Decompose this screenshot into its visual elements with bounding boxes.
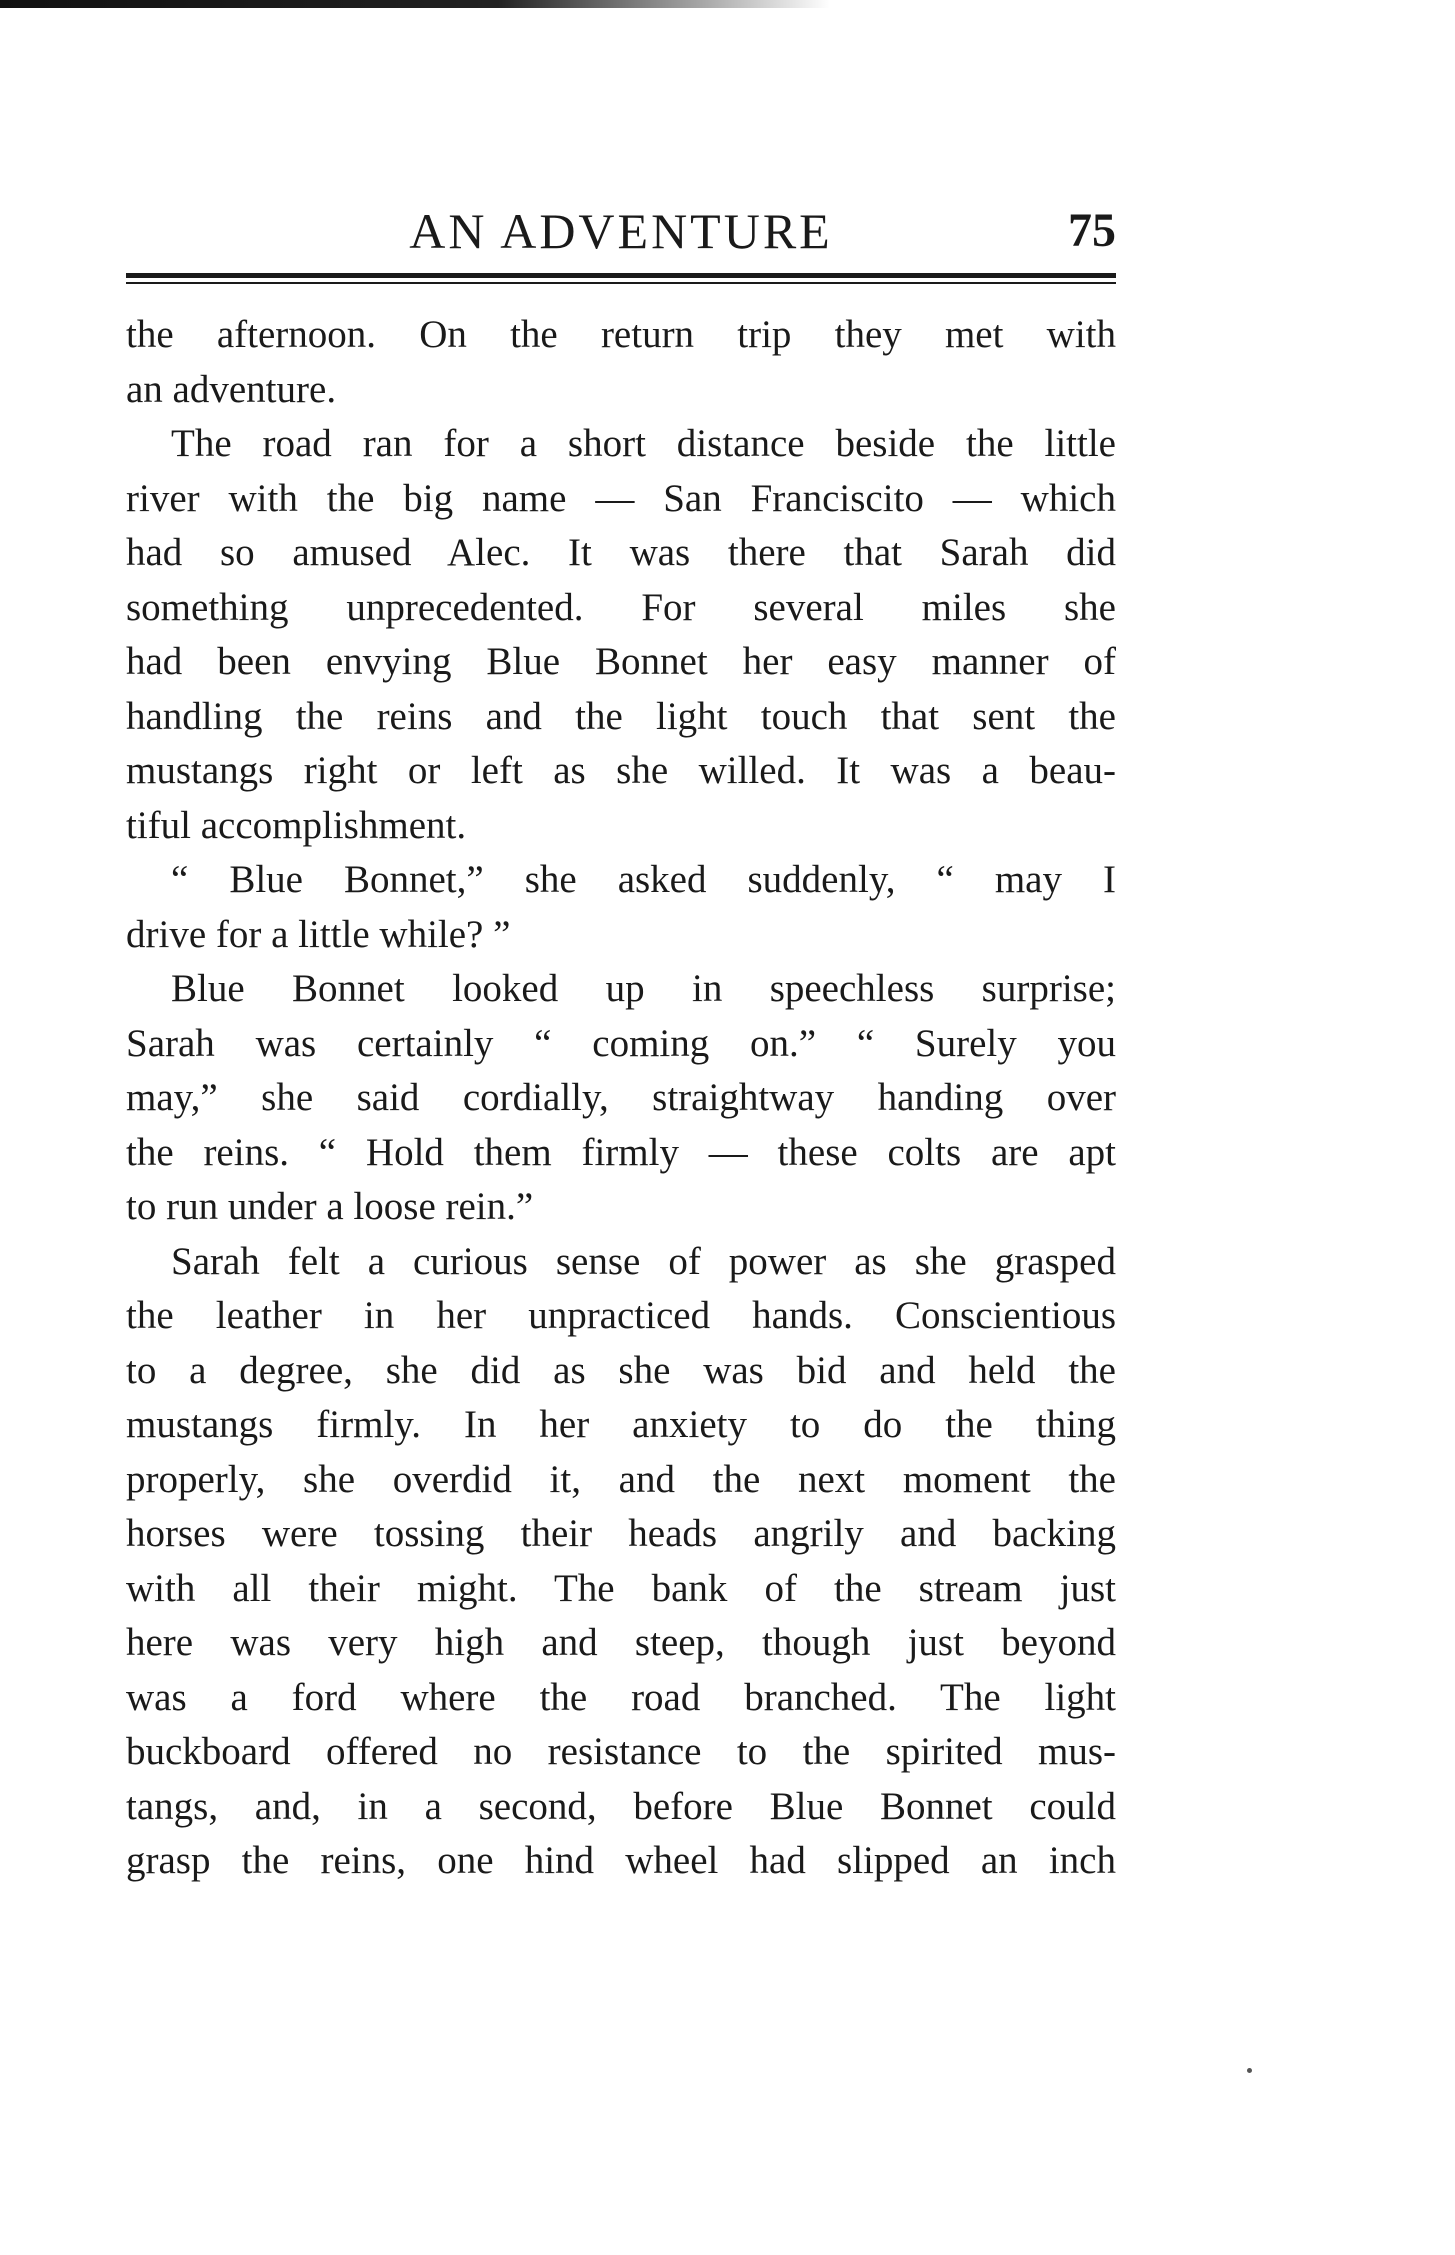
line: to run under a loose rein.” [126,1185,534,1228]
header-rule-thin [126,282,1116,284]
line: the leather in her unpracticed hands. Conscientious [126,1294,1116,1337]
line: buckboard offered no resistance to the spirited mus- [126,1730,1116,1773]
line: Sarah felt a curious sense of power as she grasped [171,1239,1116,1283]
line: “ Blue Bonnet,” she asked suddenly, “ may I [171,858,1116,901]
line: The road ran for a short distance beside the little [171,422,1116,465]
line: handling the reins and the light touch that sent the [126,694,1116,738]
line: had been envying Blue Bonnet her easy manner of [126,640,1116,683]
line: tangs, and, in a second, before Blue Bonnet could [126,1784,1116,1828]
line: mustangs right or left as she willed. It was a beau- [126,749,1116,792]
line: horses were tossing their heads angrily and backing [126,1512,1116,1555]
line: Blue Bonnet looked up in speechless surprise; [171,967,1116,1010]
line: was a ford where the road branched. The light [126,1675,1116,1719]
line: an adventure. [126,367,337,411]
line: the afternoon. On the return trip they met with [126,313,1116,356]
line: mustangs firmly. In her anxiety to do the thing [126,1403,1116,1446]
line: river with the big name — San Franciscito — which [126,476,1116,520]
scan-speck [1247,2068,1252,2073]
line: grasp the reins, one hind wheel had slipped an inch [126,1839,1116,1882]
scan-edge [0,0,830,8]
line: properly, she overdid it, and the next moment the [126,1457,1116,1501]
line: Sarah was certainly “ coming on.” “ Surely you [126,1021,1116,1065]
header-rule-thick [126,273,1116,278]
page-header [126,196,1116,266]
running-title: AN ADVENTURE [409,203,833,259]
line: may,” she said cordially, straightway handing over [126,1076,1116,1119]
line: with all their might. The bank of the stream just [126,1566,1116,1610]
line: had so amused Alec. It was there that Sarah did [126,531,1116,574]
line: to a degree, she did as she was bid and held the [126,1348,1116,1392]
page-number: 75 [1068,204,1116,257]
body-text [126,308,1116,1889]
line: tiful accomplishment. [126,803,467,847]
line: here was very high and steep, though just beyond [126,1621,1116,1664]
line: drive for a little while? ” [126,912,511,956]
line: something unprecedented. For several miles she [126,585,1116,629]
line: the reins. “ Hold them firmly — these colts are apt [126,1130,1116,1174]
